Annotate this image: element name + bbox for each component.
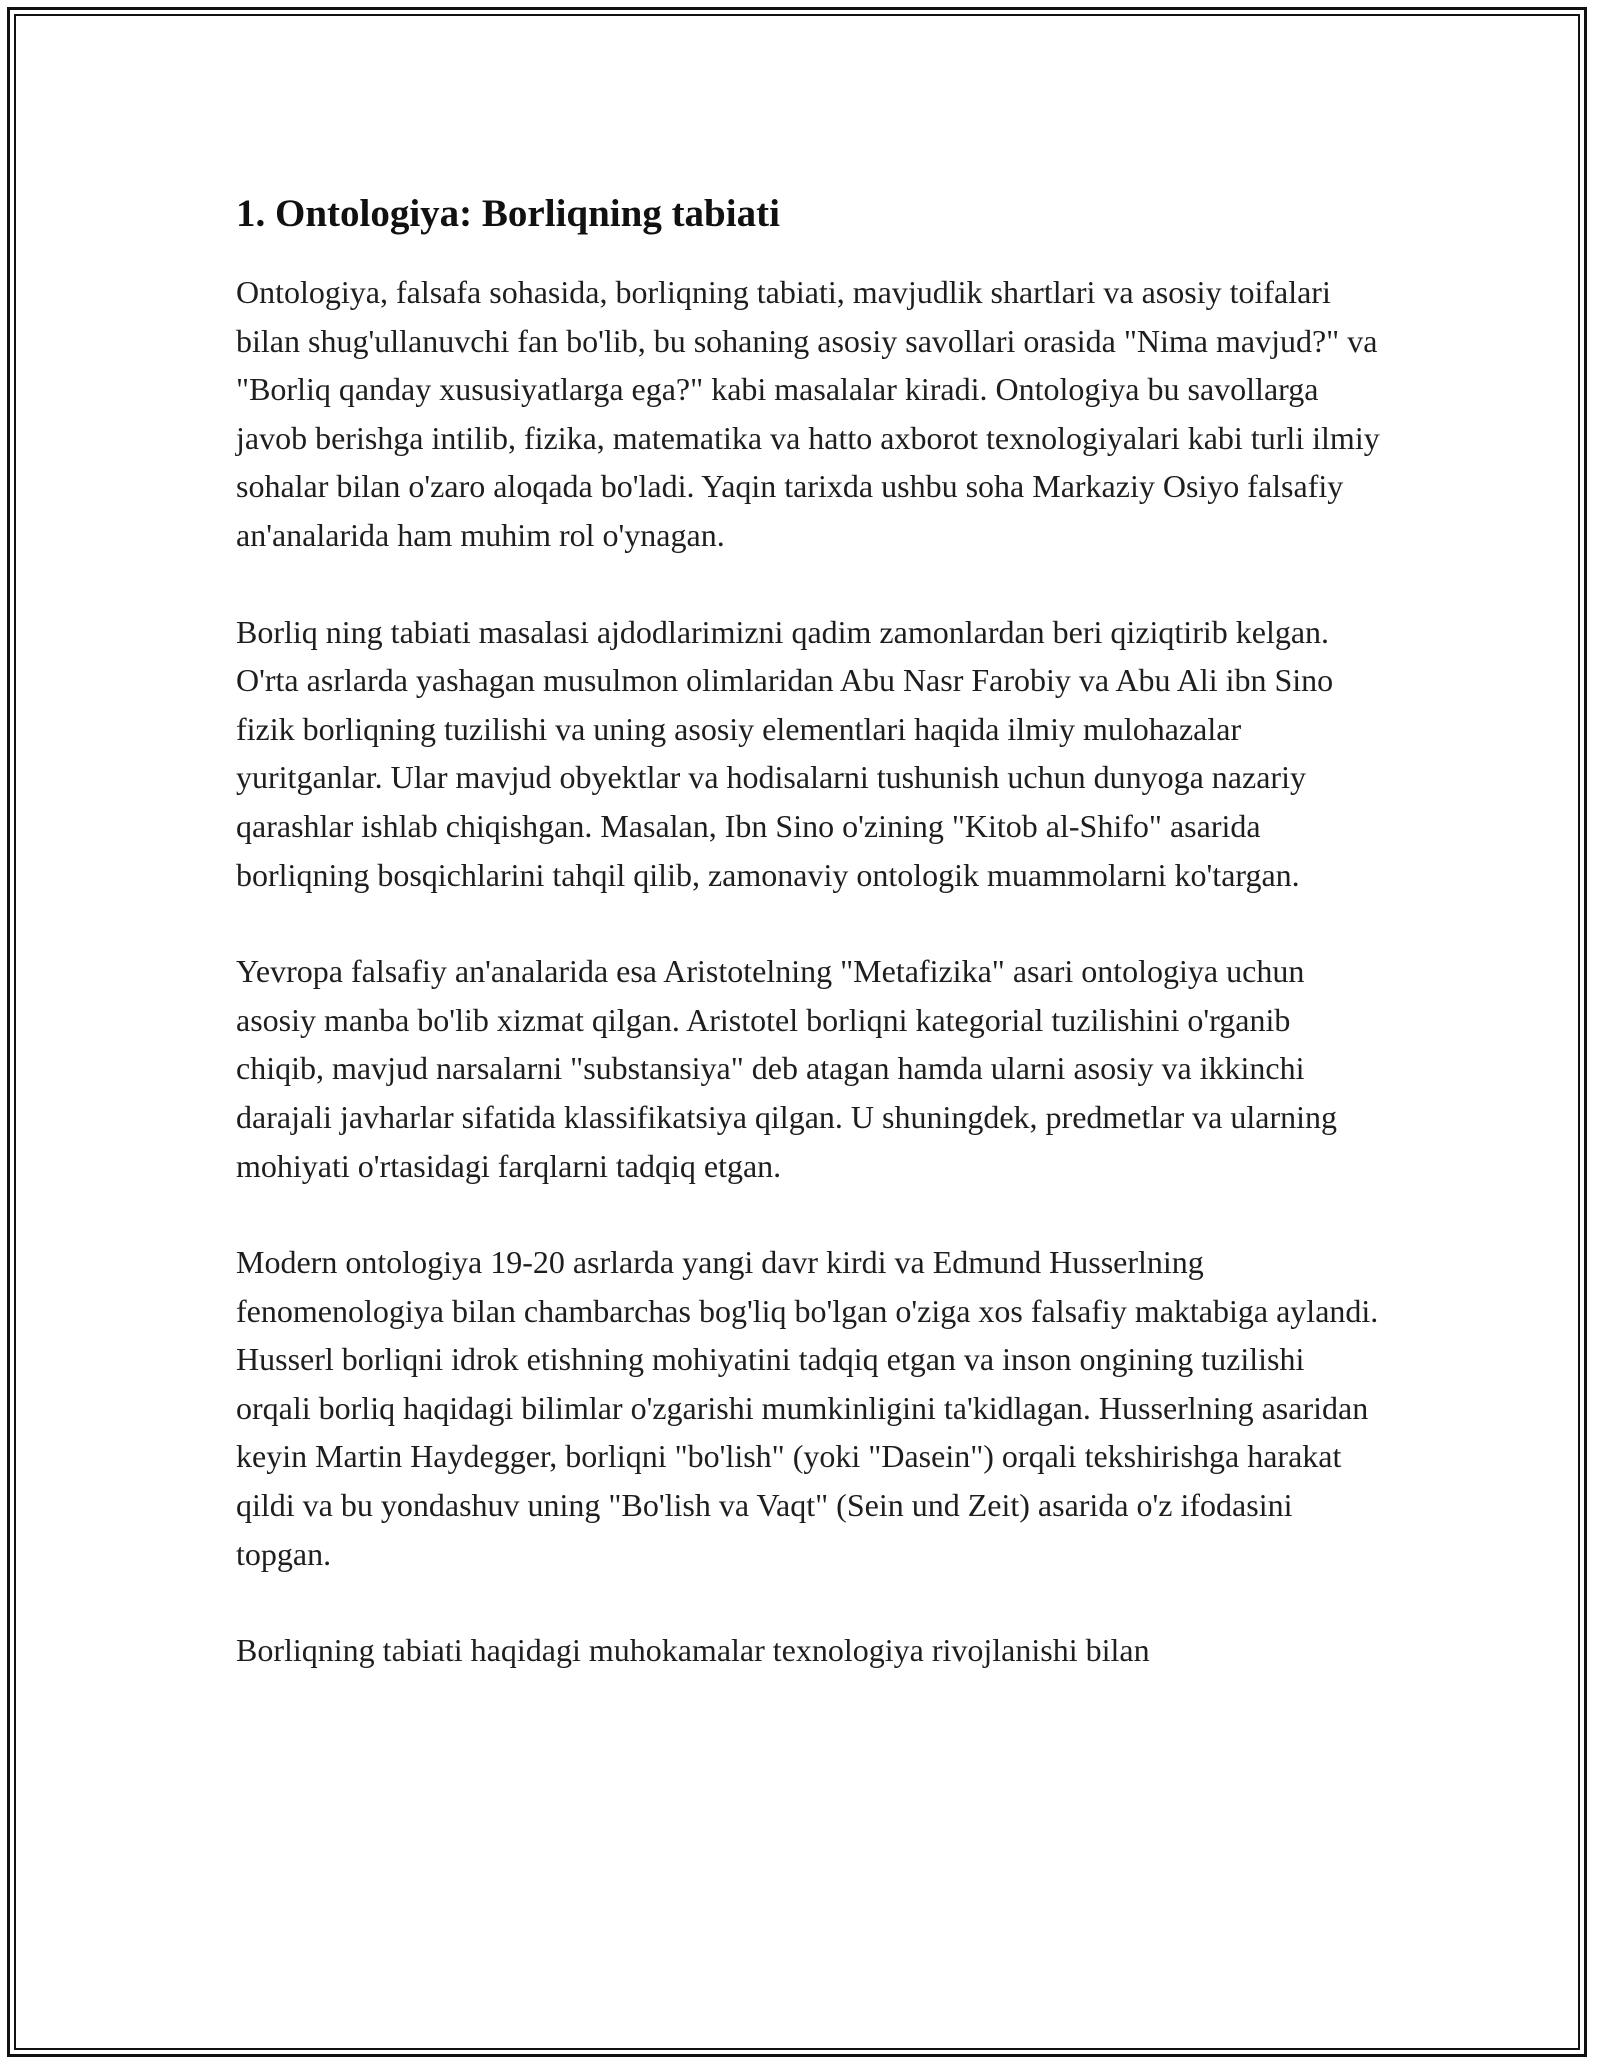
paragraph-1: Ontologiya, falsafa sohasida, borliqning tabiati, mavjudlik shartlari va asosiy toifalari bilan shug'ullanuvchi fan bo'lib, bu sohaning asosiy savollari orasida "Nima mavjud?" va "Borliq qanday xususiyatlarga ega?" kabi masalalar kiradi. Ontologiya bu savollarga javob berishga intilib, fizika, matematika va hatto axborot texnologiyalari kabi turli ilmiy sohalar bilan o'zaro aloqada bo'ladi. Yaqin tarixda ushbu soha Markaziy Osiyo falsafiy an'analarida ham muhim rol o'ynagan. [236, 274, 1380, 553]
paragraph-3: Yevropa falsafiy an'analarida esa Aristotelning "Metafizika" asari ontologiya uchun asosiy manba bo'lib xizmat qilgan. Aristotel borliqni kategorial tuzilishini o'rganib chiqib, mavjud narsalarni "substansiya" deb atagan hamda ularni asosiy va ikkinchi darajali javharlar sifatida klassifikatsiya qilgan. U shuningdek, predmetlar va ularning mohiyati o'rtasidagi farqlarni tadqiq etgan. [236, 953, 1337, 1184]
paragraph-2: Borliq ning tabiati masalasi ajdodlarimizni qadim zamonlardan beri qiziqtirib kelgan. O'rta asrlarda yashagan musulmon olimlaridan Abu Nasr Farobiy va Abu Ali ibn Sino fizik borliqning tuzilishi va uning asosiy elementlari haqida ilmiy mulohazalar yuritganlar. Ular mavjud obyektlar va hodisalarni tushunish uchun dunyoga nazariy qarashlar ishlab chiqishgan. Masalan, Ibn Sino o'zining "Kitob al-Shifo" asarida borliqning bosqichlarini tahqil qilib, zamonaviy ontologik muammolarni ko'targan. [236, 613, 1334, 893]
section-heading: 1. Ontologiya: Borliqning tabiati [236, 192, 780, 235]
paragraph-5: Borliqning tabiati haqidagi muhokamalar texnologiya rivojlanishi bilan [236, 1632, 1150, 1669]
document-body [236, 186, 1386, 1723]
paragraph-4: Modern ontologiya 19-20 asrlarda yangi davr kirdi va Edmund Husserlning fenomenologiya bilan chambarchas bog'liq bo'lgan o'ziga xos falsafiy maktabiga aylandi. Husserl borliqni idrok etishning mohiyatini tadqiq etgan va inson ongining tuzilishi orqali borliq haqidagi bilimlar o'zgarishi mumkinligini ta'kidlagan. Husserlning asaridan keyin Martin Haydegger, borliqni "bo'lish" (yoki "Dasein") orqali tekshirishga harakat qildi va bu yondashuv uning "Bo'lish va Vaqt" (Sein und Zeit) asarida o'z ifodasini topgan. [236, 1244, 1379, 1572]
